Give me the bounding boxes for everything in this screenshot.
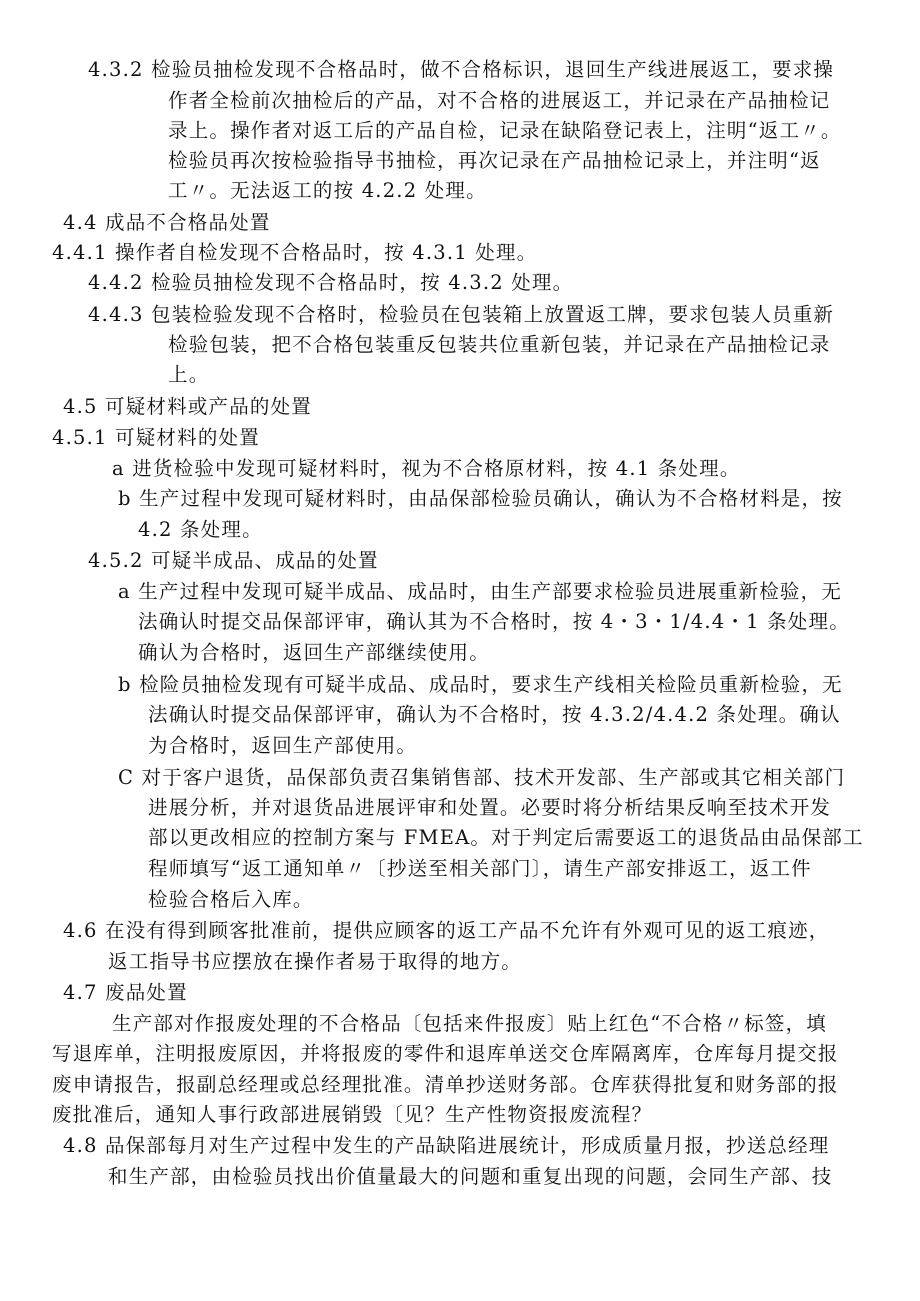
text-line-10: 检验包装，把不合格包装重反包装共位重新包装，并记录在产品抽检记录	[168, 333, 831, 356]
text-line-29: 4.6 在没有得到顾客批准前，提供应顾客的返工产品不允许有外观可见的返工痕迹，	[63, 919, 830, 942]
text-line-19: 法确认时提交品保部评审，确认其为不合格时，按 4・3・1/4.4・1 条处理。	[138, 610, 850, 633]
text-line-27: 程师填写“返工通知单〃〔抄送至相关部门〕，请生产部安排返工，返工件	[148, 857, 812, 880]
text-line-34: 废申请报告，报副总经理或总经理批准。清单抄送财务部。仓库获得批复和财务部的报	[52, 1073, 839, 1096]
text-line-36: 4.8 品保部每月对生产过程中发生的产品缺陷进展统计，形成质量月报，抄送总经理	[63, 1134, 830, 1157]
text-line-5: 工〃。无法返工的按 4.2.2 处理。	[168, 179, 487, 202]
text-line-37: 和生产部，由检验员找出价值量最大的问题和重复出现的问题，会同生产部、技	[108, 1165, 833, 1188]
text-line-17: 4.5.2 可疑半成品、成品的处置	[88, 549, 379, 572]
section-heading-4-4: 4.4 成品不合格品处置	[63, 211, 271, 234]
text-line-13: 4.5.1 可疑材料的处置	[52, 426, 260, 449]
text-line-1: 4.3.2 检验员抽检发现不合格品时，做不合格标识，退回生产线进展返工，要求操	[88, 58, 835, 81]
text-line-32: 生产部对作报废处理的不合格品〔包括来件报废〕贴上红色“不合格〃标签，填	[112, 1012, 827, 1035]
text-line-22: 法确认时提交品保部评审，确认为不合格时，按 4.3.2/4.4.2 条处理。确认	[148, 703, 841, 726]
text-line-30: 返工指导书应摆放在操作者易于取得的地方。	[108, 950, 523, 973]
text-line-23: 为合格时，返回生产部使用。	[148, 734, 418, 757]
section-heading-4-7: 4.7 废品处置	[63, 981, 188, 1004]
text-line-7: 4.4.1 操作者自检发现不合格品时，按 4.3.1 处理。	[52, 241, 538, 264]
text-line-8: 4.4.2 检验员抽检发现不合格品时，按 4.3.2 处理。	[88, 271, 574, 294]
text-line-21: b 检险员抽检发现有可疑半成品、成品时，要求生产线相关检险员重新检验，无	[118, 673, 843, 696]
text-line-15: b 生产过程中发现可疑材料时，由品保部检验员确认，确认为不合格材料是，按	[118, 487, 843, 510]
text-line-3: 录上。操作者对返工后的产品自检，记录在缺陷登记表上，注明“返工〃。	[168, 119, 842, 142]
text-line-24: C 对于客户退货，品保部负责召集销售部、技术开发部、生产部或其它相关部门	[118, 766, 846, 789]
text-line-35: 废批准后，通知人事行政部进展销毁〔见？生产性物资报废流程？	[52, 1103, 653, 1126]
section-heading-4-5: 4.5 可疑材料或产品的处置	[63, 395, 313, 418]
text-line-14: a 进货检验中发现可疑材料时，视为不合格原材料，按 4.1 条处理。	[112, 457, 741, 480]
text-line-2: 作者全检前次抽检后的产品，对不合格的进展返工，并记录在产品抽检记	[168, 89, 831, 112]
text-line-18: a 生产过程中发现可疑半成品、成品时，由生产部要求检验员进展重新检验，无	[118, 580, 843, 603]
text-line-20: 确认为合格时，返回生产部继续使用。	[138, 641, 490, 664]
text-line-11: 上。	[168, 363, 210, 386]
text-line-16: 4.2 条处理。	[138, 518, 263, 541]
text-line-25: 进展分析，并对退货品进展评审和处置。必要时将分析结果反响至技术开发	[148, 796, 832, 819]
text-line-4: 检验员再次按检验指导书抽检，再次记录在产品抽检记录上，并注明“返	[168, 149, 821, 172]
text-line-33: 写退库单，注明报废原因，并将报废的零件和退库单送交仓库隔离库，仓库每月提交报	[52, 1042, 839, 1065]
text-line-26: 部以更改相应的控制方案与 FMEA。对于判定后需要返工的退货品由品保部工	[148, 826, 864, 849]
text-line-9: 4.4.3 包装检验发现不合格时，检验员在包装箱上放置返工牌，要求包装人员重新	[88, 303, 835, 326]
text-line-28: 检验合格后入库。	[148, 888, 314, 911]
